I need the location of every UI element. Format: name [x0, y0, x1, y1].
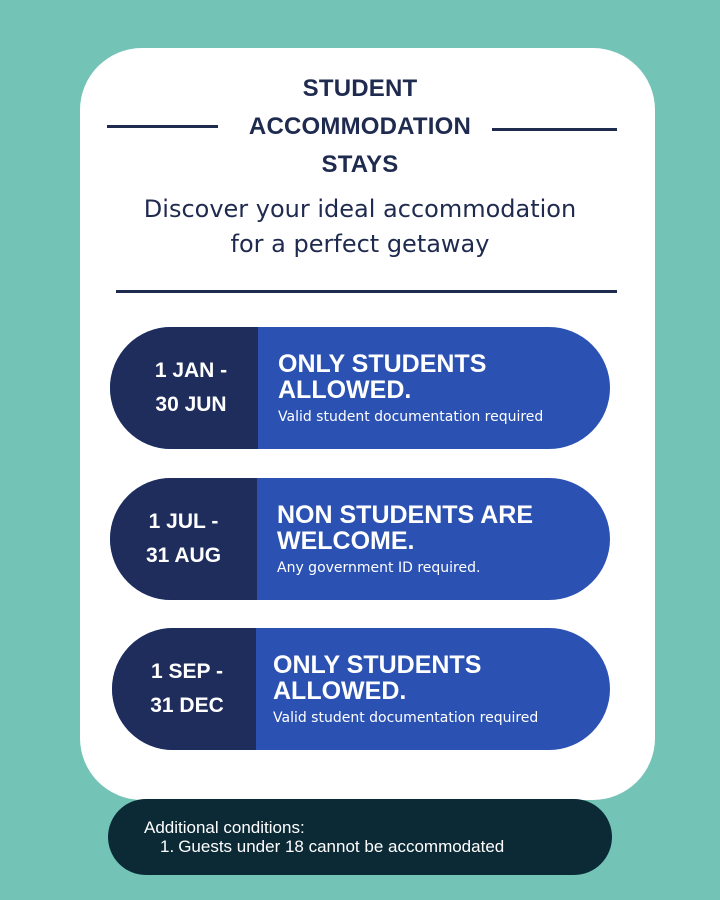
- subtitle-divider: [116, 290, 617, 293]
- subtitle-line: Discover your ideal accommodation: [143, 195, 577, 223]
- condition-item: [144, 837, 612, 856]
- heading-line: ALLOWED.: [273, 677, 407, 705]
- period-card-jan-jun: [110, 327, 610, 449]
- heading-line: ALLOWED.: [278, 376, 412, 404]
- period-dates: [110, 327, 258, 449]
- period-heading: [277, 502, 533, 554]
- page-title: [0, 70, 720, 184]
- period-info: [257, 478, 533, 600]
- date-line: 31 DEC: [150, 694, 224, 717]
- condition-text: Guests under 18 cannot be accommodated: [178, 837, 505, 856]
- title-line: STAYS: [321, 151, 399, 178]
- heading-line: ONLY STUDENTS: [278, 350, 487, 378]
- period-dates: [112, 628, 256, 750]
- heading-line: NON STUDENTS ARE: [277, 501, 534, 529]
- date-line: 30 JUN: [155, 393, 227, 416]
- subtitle: [90, 192, 630, 262]
- heading-line: ONLY STUDENTS: [273, 651, 482, 679]
- additional-conditions: [108, 799, 612, 875]
- period-heading: [273, 652, 538, 704]
- period-card-sep-dec: [112, 628, 610, 750]
- date-line: 31 AUG: [145, 544, 222, 567]
- period-heading: [278, 351, 543, 403]
- period-note: Valid student documentation required: [278, 409, 544, 425]
- heading-line: WELCOME.: [277, 527, 415, 555]
- date-line: 1 JAN -: [154, 359, 228, 382]
- period-card-jul-aug: [110, 478, 610, 600]
- condition-number: 1.: [160, 837, 175, 856]
- title-line: STUDENT: [302, 75, 418, 102]
- date-line: 1 SEP -: [151, 660, 223, 683]
- period-note: Any government ID required.: [277, 560, 481, 576]
- title-line: ACCOMMODATION: [248, 113, 472, 140]
- subtitle-line: for a perfect getaway: [230, 230, 490, 258]
- period-info: [256, 628, 538, 750]
- date-line: 1 JUL -: [148, 510, 219, 533]
- period-info: [258, 327, 543, 449]
- period-note: Valid student documentation required: [273, 710, 539, 726]
- period-dates: [110, 478, 257, 600]
- conditions-label: Additional conditions:: [144, 818, 305, 837]
